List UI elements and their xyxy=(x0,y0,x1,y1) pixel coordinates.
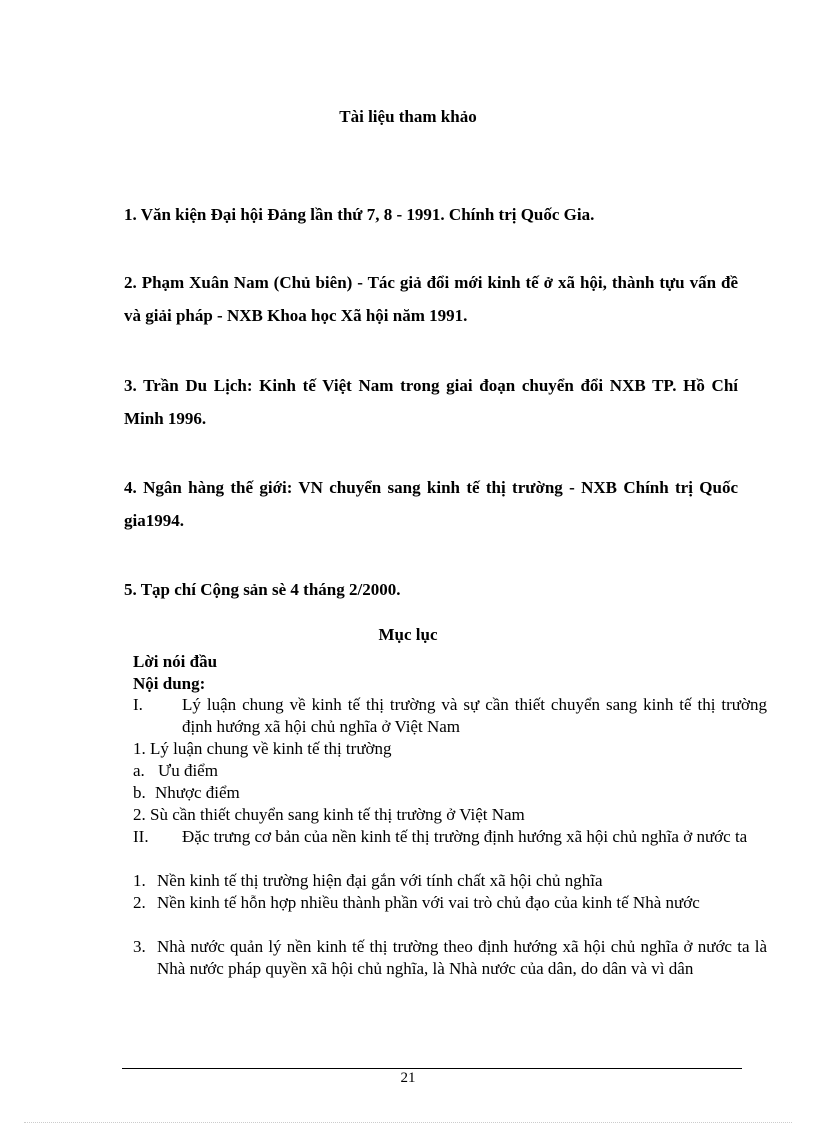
toc-entry-number: 3. xyxy=(133,937,146,956)
toc-foreword: Lời nói đầu xyxy=(133,652,218,671)
references-title: Tài liệu tham khảo xyxy=(339,107,477,126)
toc-entry-text: Nhà nước quản lý nền kinh tế thị trường theo định hướng xã hội chủ nghĩa ở nước ta là Nhà nước pháp quyền xã hội chủ nghĩa, là Nhà nước của dân, do dân và vì dân xyxy=(157,937,767,978)
reference-item-5: 5. Tạp chí Cộng sản sè 4 tháng 2/2000. xyxy=(124,580,401,599)
page-number: 21 xyxy=(400,1070,416,1086)
toc-entry-number: I. xyxy=(133,695,143,714)
toc-entry-number: 2. xyxy=(133,893,146,912)
toc-entry-text: Nền kinh tế hỗn hợp nhiều thành phần với vai trò chủ đạo của kinh tế Nhà nước xyxy=(157,893,700,912)
toc-content-label: Nội dung: xyxy=(133,674,206,693)
toc-entry-text: 2. Sù cần thiết chuyển sang kinh tế thị trường ở Việt Nam xyxy=(133,805,525,824)
toc-entry-text: Lý luận chung về kinh tế thị trường và sự cần thiết chuyển sang kinh tế thị trường định hướng xã hội chủ nghĩa ở Việt Nam xyxy=(182,695,767,736)
toc-entry-text: Ưu điểm xyxy=(158,761,218,780)
toc-entry-text: 1. Lý luận chung về kinh tế thị trường xyxy=(133,739,392,758)
footer-divider xyxy=(122,1068,742,1069)
toc-entry-number: 1. xyxy=(133,871,146,890)
toc-entry-text: Đặc trưng cơ bản của nền kinh tế thị trường định hướng xã hội chủ nghĩa ở nước ta xyxy=(182,827,748,846)
reference-item-3: 3. Trần Du Lịch: Kinh tế Việt Nam trong giai đoạn chuyển đổi NXB TP. Hồ Chí Minh 1996. xyxy=(124,376,738,428)
toc-entry-number: b. xyxy=(133,783,146,802)
toc-entry-text: Nhược điểm xyxy=(155,783,240,802)
toc-entry-number: a. xyxy=(133,761,145,780)
reference-item-4: 4. Ngân hàng thế giới: VN chuyển sang kinh tế thị trường - NXB Chính trị Quốc gia1994. xyxy=(124,478,738,530)
toc-entry-text: Nền kinh tế thị trường hiện đại gắn với tính chất xã hội chủ nghĩa xyxy=(157,871,603,890)
reference-item-1: 1. Văn kiện Đại hội Đảng lần thứ 7, 8 - 1991. Chính trị Quốc Gia. xyxy=(124,205,595,224)
reference-item-2: 2. Phạm Xuân Nam (Chủ biên) - Tác giả đổi mới kinh tế ở xã hội, thành tựu vấn đề và giải pháp - NXB Khoa học Xã hội năm 1991. xyxy=(124,273,738,325)
toc-title: Mục lục xyxy=(378,625,438,644)
toc-entry-number: II. xyxy=(133,827,149,846)
